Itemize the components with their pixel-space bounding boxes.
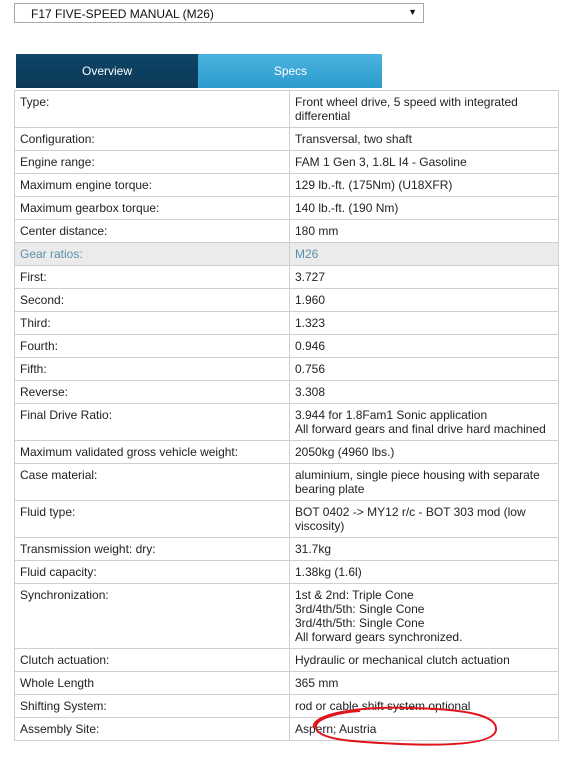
dropdown-arrow-icon[interactable]: ▼ xyxy=(408,7,417,17)
spec-value-cell xyxy=(290,464,559,501)
spec-value: 180 mm xyxy=(295,224,339,238)
spec-label: Center distance: xyxy=(15,220,290,243)
spec-row xyxy=(15,561,559,584)
spec-label: Gear ratios: xyxy=(15,243,290,266)
spec-label: Maximum validated gross vehicle weight: xyxy=(15,441,290,464)
spec-value: Aspern; Austria xyxy=(295,722,377,736)
spec-label: Case material: xyxy=(15,464,290,501)
spec-value-cell xyxy=(290,381,559,404)
spec-row xyxy=(15,672,559,695)
spec-value: 3.308 xyxy=(295,385,326,399)
spec-row xyxy=(15,464,559,501)
spec-value-cell xyxy=(290,128,559,151)
spec-row xyxy=(15,243,559,266)
spec-label: Configuration: xyxy=(15,128,290,151)
spec-value-cell xyxy=(290,584,559,649)
spec-label: Fourth: xyxy=(15,335,290,358)
spec-label: Fluid capacity: xyxy=(15,561,290,584)
spec-value-cell xyxy=(290,501,559,538)
spec-row xyxy=(15,128,559,151)
spec-label: Fluid type: xyxy=(15,501,290,538)
spec-value-cell xyxy=(290,335,559,358)
spec-value-cell xyxy=(290,220,559,243)
spec-value-cell xyxy=(290,174,559,197)
spec-label: Assembly Site: xyxy=(15,718,290,741)
spec-row xyxy=(15,151,559,174)
spec-value: Hydraulic or mechanical clutch actuation xyxy=(295,653,510,667)
spec-row xyxy=(15,312,559,335)
spec-value-cell xyxy=(290,91,559,128)
spec-label: First: xyxy=(15,266,290,289)
spec-row xyxy=(15,695,559,718)
spec-value: 0.756 xyxy=(295,362,326,376)
spec-row xyxy=(15,501,559,538)
spec-row xyxy=(15,358,559,381)
transmission-select[interactable] xyxy=(14,3,424,23)
tab-overview[interactable]: Overview xyxy=(16,54,199,88)
spec-value: Front wheel drive, 5 speed with integrated differential xyxy=(295,95,518,123)
spec-value: FAM 1 Gen 3, 1.8L I4 - Gasoline xyxy=(295,155,467,169)
spec-value-cell xyxy=(290,358,559,381)
transmission-select-value: F17 FIVE-SPEED MANUAL (M26) xyxy=(31,7,214,21)
spec-value: 1st & 2nd: Triple Cone 3rd/4th/5th: Single Cone 3rd/4th/5th: Single Cone All forward gears synchronized. xyxy=(295,588,463,644)
spec-value-cell xyxy=(290,649,559,672)
spec-label: Reverse: xyxy=(15,381,290,404)
spec-value: BOT 0402 -> MY12 r/c - BOT 303 mod (low viscosity) xyxy=(295,505,526,533)
spec-value: 1.960 xyxy=(295,293,326,307)
spec-value-cell xyxy=(290,289,559,312)
spec-label: Maximum engine torque: xyxy=(15,174,290,197)
spec-label: Type: xyxy=(15,91,290,128)
spec-row xyxy=(15,335,559,358)
tab-bar xyxy=(16,54,382,88)
spec-row xyxy=(15,441,559,464)
spec-value: 3.944 for 1.8Fam1 Sonic application All forward gears and final drive hard machined xyxy=(295,408,546,436)
spec-value-cell xyxy=(290,404,559,441)
spec-value-cell xyxy=(290,312,559,335)
spec-value: 365 mm xyxy=(295,676,339,690)
spec-row xyxy=(15,197,559,220)
spec-value: 0.946 xyxy=(295,339,326,353)
tab-specs[interactable]: Specs xyxy=(199,54,382,88)
spec-value: 1.38kg (1.6l) xyxy=(295,565,362,579)
spec-value: Transversal, two shaft xyxy=(295,132,412,146)
spec-row xyxy=(15,584,559,649)
spec-row xyxy=(15,538,559,561)
spec-value-cell xyxy=(290,441,559,464)
spec-value: 31.7kg xyxy=(295,542,332,556)
spec-value-cell xyxy=(290,718,559,741)
spec-label: Final Drive Ratio: xyxy=(15,404,290,441)
spec-row xyxy=(15,91,559,128)
spec-value-cell xyxy=(290,561,559,584)
spec-value: 129 lb.-ft. (175Nm) (U18XFR) xyxy=(295,178,453,192)
spec-label: Shifting System: xyxy=(15,695,290,718)
spec-row xyxy=(15,404,559,441)
spec-value-cell xyxy=(290,243,559,266)
spec-row xyxy=(15,649,559,672)
spec-label: Clutch actuation: xyxy=(15,649,290,672)
spec-label: Fifth: xyxy=(15,358,290,381)
spec-label: Third: xyxy=(15,312,290,335)
spec-value: 140 lb.-ft. (190 Nm) xyxy=(295,201,399,215)
spec-row xyxy=(15,266,559,289)
spec-label: Whole Length xyxy=(15,672,290,695)
spec-label: Maximum gearbox torque: xyxy=(15,197,290,220)
specs-table xyxy=(14,90,559,741)
spec-value: M26 xyxy=(295,247,319,261)
spec-label: Engine range: xyxy=(15,151,290,174)
spec-value-cell xyxy=(290,672,559,695)
spec-row xyxy=(15,220,559,243)
spec-label: Second: xyxy=(15,289,290,312)
spec-value: aluminium, single piece housing with separate bearing plate xyxy=(295,468,540,496)
spec-row xyxy=(15,381,559,404)
spec-value-cell xyxy=(290,151,559,174)
spec-row xyxy=(15,718,559,741)
spec-value-cell xyxy=(290,197,559,220)
spec-value: rod or cable shift system optional xyxy=(295,699,471,713)
spec-label: Synchronization: xyxy=(15,584,290,649)
spec-value: 3.727 xyxy=(295,270,326,284)
spec-row xyxy=(15,289,559,312)
spec-value-cell xyxy=(290,695,559,718)
spec-value-cell xyxy=(290,538,559,561)
spec-label: Transmission weight: dry: xyxy=(15,538,290,561)
spec-row xyxy=(15,174,559,197)
spec-value: 1.323 xyxy=(295,316,326,330)
spec-value-cell xyxy=(290,266,559,289)
spec-value: 2050kg (4960 lbs.) xyxy=(295,445,395,459)
